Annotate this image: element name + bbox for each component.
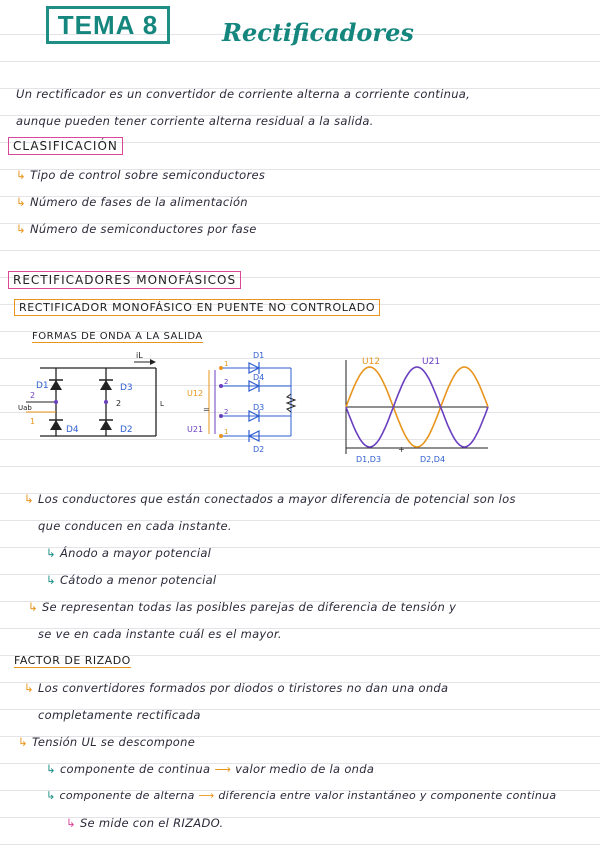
note-catodo: ↳ Cátodo a menor potencial [46,573,217,587]
right-arrow-icon: ⟶ [214,762,232,776]
svg-text:D1,D3: D1,D3 [356,455,382,464]
svg-text:D3: D3 [253,403,265,412]
arrow-icon: ↳ [46,762,56,776]
formas-onda-heading: FORMAS DE ONDA A LA SALIDA [32,331,203,342]
diode-d3-icon [100,380,112,390]
svg-text:2: 2 [224,408,229,416]
right-arrow-icon: ⟶ [198,789,215,802]
arrow-icon: ↳ [28,600,38,614]
monofasicos-heading: RECTIFICADORES MONOFÁSICOS [8,271,241,289]
rizado-tension: ↳ Tensión UL se descompone [18,735,196,749]
arrow-icon: ↳ [24,681,34,695]
note-conductores-cont: que conducen en cada instante. [38,519,232,533]
svg-text:D1: D1 [253,351,265,360]
note-anodo: ↳ Ánodo a mayor potencial [46,546,212,560]
arrow-icon: ↳ [66,816,76,830]
svg-text:D3: D3 [120,383,133,393]
intro-line-2: aunque pueden tener corriente alterna residual a la salida. [16,114,374,128]
svg-text:2: 2 [224,378,229,386]
rizado-line-1: ↳ Los convertidores formados por diodos o tiristores no dan una onda [24,681,449,695]
rizado-heading: FACTOR DE RIZADO [14,654,131,667]
diode-d1-icon [50,380,62,390]
rizado-mide: ↳ Se mide con el RIZADO. [66,816,224,830]
svg-text:U21: U21 [422,357,441,367]
output-waveform-plot [338,350,493,468]
svg-text:2: 2 [116,399,122,408]
diode-pairs-diagram [183,350,303,458]
note-parejas-cont: se ve en cada instante cuál es el mayor. [38,627,282,641]
svg-text:=: = [203,405,210,414]
arrow-icon: ↳ [46,573,56,587]
svg-text:1: 1 [224,428,229,436]
bridge-circuit-diagram [16,350,186,452]
tema-label: TEMA 8 [46,6,170,44]
svg-text:D2: D2 [253,445,265,454]
monofasico-puente-heading: RECTIFICADOR MONOFÁSICO EN PUENTE NO CONTROLADO [14,299,380,316]
svg-text:U12: U12 [362,357,381,367]
arrow-icon: ↳ [16,168,26,182]
rizado-line-1-cont: completamente rectificada [38,708,201,722]
svg-text:D4: D4 [253,373,265,382]
diode-d4-icon [50,420,62,430]
svg-text:D2,D4: D2,D4 [420,455,446,464]
arrow-icon: ↳ [16,222,26,236]
arrow-icon: ↳ [24,492,34,506]
clasificacion-item-3: ↳ Número de semiconductores por fase [16,222,257,236]
intro-line-1: Un rectificador es un convertidor de corriente alterna a corriente continua, [16,87,471,101]
clasificacion-item-1: ↳ Tipo de control sobre semiconductores [16,168,266,182]
svg-text:D4: D4 [66,425,79,435]
svg-text:1: 1 [224,360,229,368]
note-parejas: ↳ Se representan todas las posibles parejas de diferencia de tensión y [28,600,457,614]
arrow-icon: ↳ [46,789,56,802]
svg-text:+: + [398,445,405,454]
arrow-icon: ↳ [16,195,26,209]
note-conductores: ↳ Los conductores que están conectados a mayor diferencia de potencial son los [24,492,516,506]
svg-text:iL: iL [136,351,143,360]
rizado-continua: ↳ componente de continua ⟶ valor medio de la onda [46,762,375,776]
svg-text:Uab: Uab [18,404,32,412]
diode-d2-icon [100,420,112,430]
svg-text:U12: U12 [187,389,204,398]
rizado-alterna: ↳ componente de alterna ⟶ diferencia entre valor instantáneo y componente continua [46,789,557,802]
arrow-icon: ↳ [18,735,28,749]
svg-text:1: 1 [30,417,36,426]
svg-text:D1: D1 [36,381,49,391]
svg-text:U21: U21 [187,425,204,434]
page-title: Rectificadores [222,18,414,47]
clasificacion-item-2: ↳ Número de fases de la alimentación [16,195,248,209]
clasificacion-heading: CLASIFICACIÓN [8,137,123,155]
svg-text:D2: D2 [120,425,133,435]
arrow-icon: ↳ [46,546,56,560]
svg-text:L: L [160,400,164,408]
svg-text:2: 2 [30,391,36,400]
